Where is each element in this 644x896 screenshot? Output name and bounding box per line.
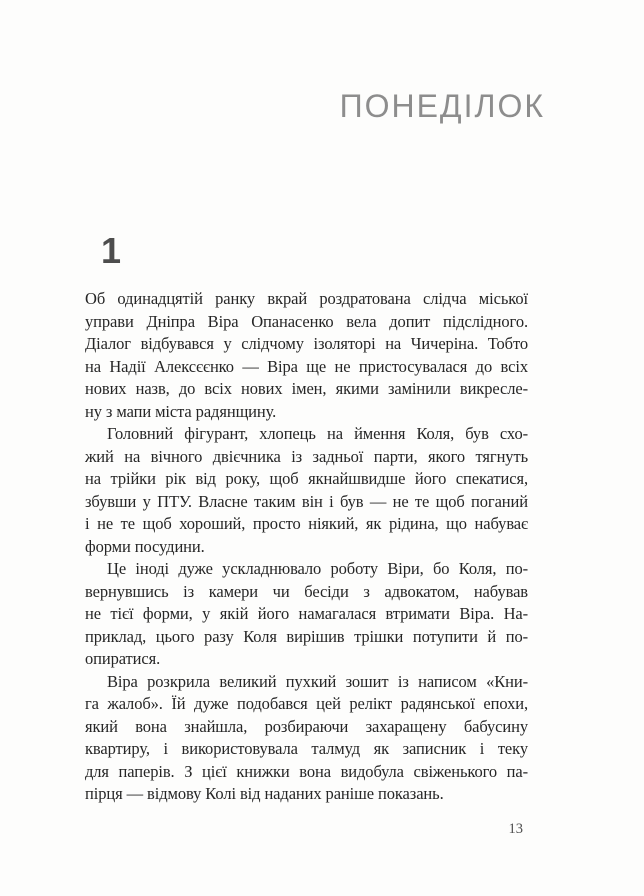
text-line: квартиру, і використовувала талмуд як записник і теку (85, 739, 528, 758)
text-line: Діалог відбувався у слідчому ізоляторі на Чичеріна. Тобто (85, 334, 528, 353)
text-line: на трійки рік від року, щоб якнайшвидше його спекатися, (85, 469, 528, 488)
text-line: приклад, цього разу Коля вирішив трішки потупити й по- (85, 626, 528, 646)
text-line: Віра розкрила великий пухкий зошит із написом «Кни- (107, 671, 528, 691)
page-number: 13 (508, 821, 523, 837)
text-line: нових назв, до всіх нових імен, якими замінили викресле- (85, 379, 528, 398)
text-line: вернувшись із камери чи бесіди з адвокатом, набував (85, 581, 528, 601)
text-line: пірця — відмову Колі від наданих раніше показань. (85, 784, 444, 803)
text-line: для паперів. З цієї книжки вона видобула свіженького па- (85, 761, 528, 781)
text-line: управи Дніпра Віра Опанасенко вела допит підслідного. (85, 311, 528, 331)
text-line: на Надії Алексєєнко — Віра ще не пристосувалася до всіх (85, 356, 528, 376)
text-line: жий на вічного двієчника із задньої парти, якого тягнуть (85, 446, 528, 466)
text-line: збувши у ПТУ. Власне таким він і був — не те щоб поганий (85, 491, 528, 511)
text-line: який вона знайшла, розбираючи захаращену бабусину (85, 716, 528, 736)
text-line: і не те щоб хороший, просто ніякий, як рідина, що набуває (85, 514, 528, 533)
section-number: 1 (101, 230, 122, 271)
text-line: га жалоб». Їй дуже подобався цей релікт радянської епохи, (85, 694, 528, 713)
body-text (85, 288, 528, 806)
text-line: Головний фігурант, хлопець на ймення Коля, був схо- (107, 424, 528, 443)
text-line: ну з мапи міста радянщину. (85, 401, 277, 421)
text-line: Це іноді дуже ускладнювало роботу Віри, бо Коля, по- (107, 559, 528, 578)
text-line: опиратися. (85, 649, 161, 668)
chapter-title: ПОНЕДІЛОК (339, 88, 545, 124)
text-line: не тієї форми, у якій його намагалася втримати Віра. На- (85, 604, 528, 623)
text-line: форми посудини. (85, 536, 205, 556)
text-line: Об одинадцятій ранку вкрай роздратована слідча міської (85, 289, 528, 308)
